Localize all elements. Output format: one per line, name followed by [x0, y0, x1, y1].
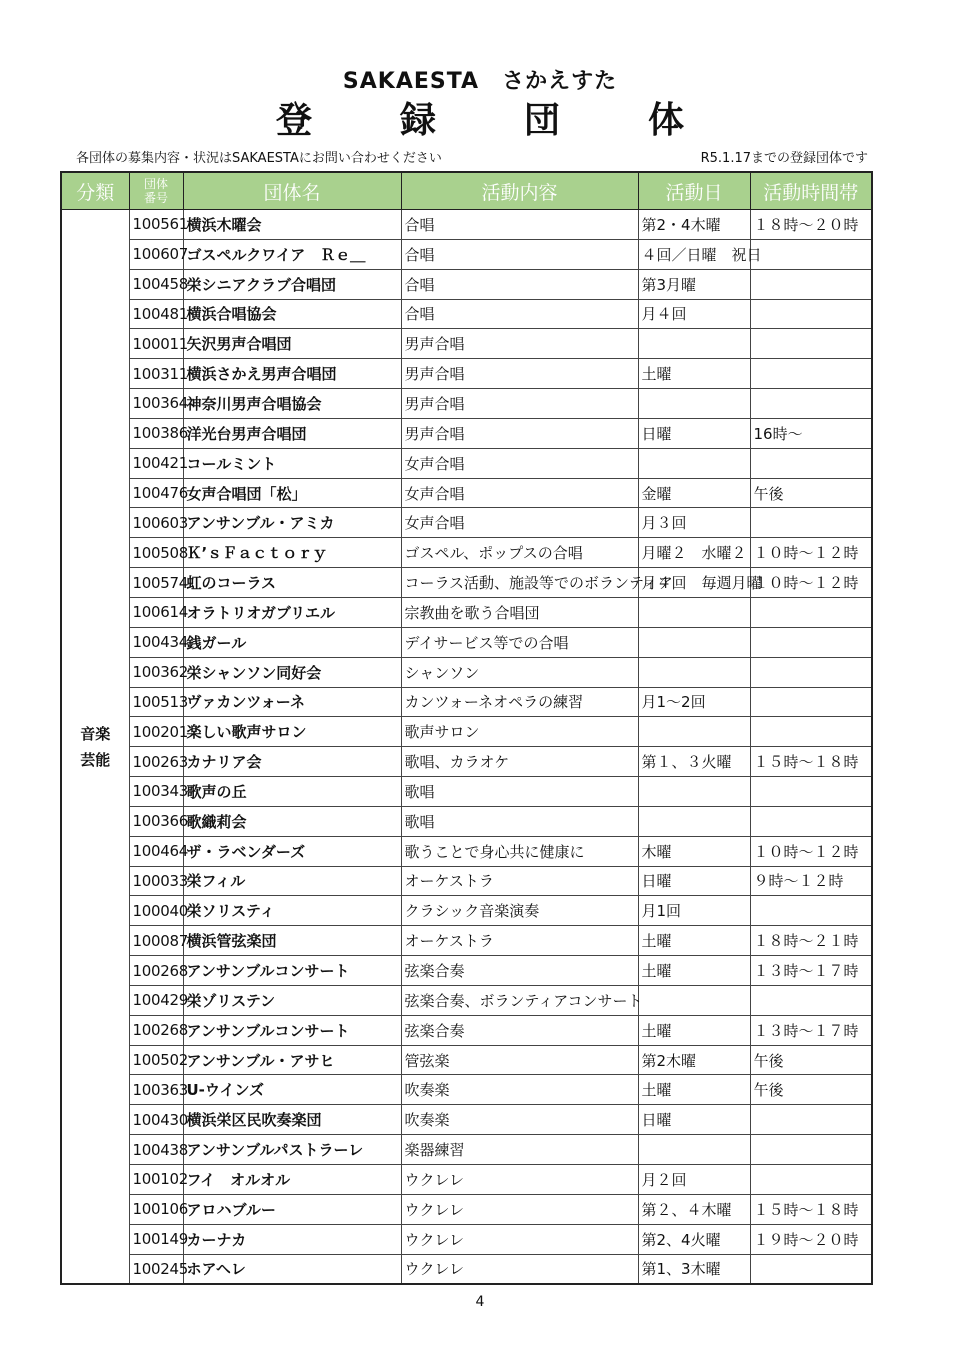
- group-name-cell: 歌織莉会: [183, 806, 401, 836]
- group-number-cell: 100343: [129, 777, 183, 807]
- group-number-cell: 100011: [129, 329, 183, 359]
- group-name-cell: アンサンブルコンサート: [183, 956, 401, 986]
- group-name-cell: 女声合唱団「松」: [183, 478, 401, 508]
- header-activity: 活動内容: [401, 172, 638, 210]
- table-row: [61, 956, 872, 986]
- table-row: [61, 448, 872, 478]
- activity-time-cell: [750, 299, 872, 329]
- activity-time-cell: １３時～１７時: [750, 1015, 872, 1045]
- group-number-cell: 100263: [129, 747, 183, 777]
- table-row: [61, 239, 872, 269]
- activity-time-cell: [750, 1254, 872, 1284]
- group-number-cell: 100513: [129, 687, 183, 717]
- activity-day-cell: [638, 985, 750, 1015]
- table-row: [61, 1135, 872, 1165]
- activity-time-cell: [750, 657, 872, 687]
- group-number-cell: 100087: [129, 926, 183, 956]
- activity-day-cell: [638, 389, 750, 419]
- group-name-cell: 横浜木曜会: [183, 210, 401, 240]
- activity-cell: 弦楽合奏: [401, 956, 638, 986]
- activity-cell: 管弦楽: [401, 1045, 638, 1075]
- group-name-cell: Ｋ’ｓＦａｃｔｏｒｙ: [183, 538, 401, 568]
- activity-time-cell: [750, 448, 872, 478]
- group-number-cell: 100363: [129, 1075, 183, 1105]
- group-number-cell: 100040: [129, 896, 183, 926]
- activity-cell: 合唱: [401, 239, 638, 269]
- table-body: [61, 210, 872, 1285]
- activity-day-cell: 第1、3木曜: [638, 1254, 750, 1284]
- group-number-cell: 100502: [129, 1045, 183, 1075]
- activity-day-cell: ４回／日曜 祝日: [638, 239, 750, 269]
- activity-day-cell: 土曜: [638, 1075, 750, 1105]
- group-name-cell: アンサンブル・アサヒ: [183, 1045, 401, 1075]
- activity-time-cell: １３時～１７時: [750, 956, 872, 986]
- activity-day-cell: 月４回: [638, 299, 750, 329]
- table-row: [61, 866, 872, 896]
- table-row: [61, 508, 872, 538]
- table-row: [61, 359, 872, 389]
- group-number-cell: 100421: [129, 448, 183, 478]
- activity-time-cell: [750, 985, 872, 1015]
- activity-day-cell: 第１、３火曜: [638, 747, 750, 777]
- activity-day-cell: [638, 329, 750, 359]
- activity-time-cell: ９時～１２時: [750, 866, 872, 896]
- table-row: [61, 418, 872, 448]
- activity-day-cell: 日曜: [638, 866, 750, 896]
- group-number-cell: 100245: [129, 1254, 183, 1284]
- group-number-cell: 100464: [129, 836, 183, 866]
- page-heading: 登 録 団 体: [275, 100, 710, 141]
- activity-day-cell: 土曜: [638, 926, 750, 956]
- table-row: [61, 1224, 872, 1254]
- activity-day-cell: 月1回: [638, 896, 750, 926]
- activity-cell: 男声合唱: [401, 418, 638, 448]
- group-name-cell: 銭ガール: [183, 627, 401, 657]
- group-number-cell: 100268: [129, 956, 183, 986]
- group-name-cell: 虹のコーラス: [183, 568, 401, 598]
- activity-time-cell: [750, 1105, 872, 1135]
- activity-time-cell: [750, 777, 872, 807]
- group-name-cell: 矢沢男声合唱団: [183, 329, 401, 359]
- activity-time-cell: [750, 687, 872, 717]
- table-row: [61, 627, 872, 657]
- table-row: [61, 1075, 872, 1105]
- activity-cell: 吹奏楽: [401, 1075, 638, 1105]
- table-row: [61, 717, 872, 747]
- page-number: 4: [475, 1294, 485, 1310]
- activity-cell: ウクレレ: [401, 1224, 638, 1254]
- activity-day-cell: 土曜: [638, 1015, 750, 1045]
- activity-time-cell: [750, 896, 872, 926]
- activity-time-cell: 午後: [750, 1075, 872, 1105]
- activity-time-cell: １０時～１２時: [750, 568, 872, 598]
- table-row: [61, 597, 872, 627]
- group-name-cell: アンサンブルパストラーレ: [183, 1135, 401, 1165]
- group-name-cell: 栄ゾリステン: [183, 985, 401, 1015]
- group-name-cell: 横浜管弦楽団: [183, 926, 401, 956]
- activity-cell: 歌うことで身心共に健康に: [401, 836, 638, 866]
- activity-time-cell: １０時～１２時: [750, 836, 872, 866]
- activity-day-cell: [638, 657, 750, 687]
- table-row: [61, 657, 872, 687]
- activity-cell: 合唱: [401, 210, 638, 240]
- activity-time-cell: １８時～２１時: [750, 926, 872, 956]
- activity-day-cell: 日曜: [638, 418, 750, 448]
- activity-cell: コーラス活動、施設等でのボランティア: [401, 568, 638, 598]
- group-number-cell: 100561: [129, 210, 183, 240]
- activity-time-cell: [750, 389, 872, 419]
- group-number-cell: 100574: [129, 568, 183, 598]
- activity-time-cell: [750, 806, 872, 836]
- table-row: [61, 568, 872, 598]
- activity-cell: 歌唱、カラオケ: [401, 747, 638, 777]
- table-row: [61, 329, 872, 359]
- activity-day-cell: 第3月曜: [638, 269, 750, 299]
- group-number-cell: 100438: [129, 1135, 183, 1165]
- activity-cell: 弦楽合奏、ボランティアコンサート: [401, 985, 638, 1015]
- activity-cell: 歌声サロン: [401, 717, 638, 747]
- group-name-cell: 洋光台男声合唱団: [183, 418, 401, 448]
- table-row: [61, 538, 872, 568]
- group-name-cell: ザ・ラベンダーズ: [183, 836, 401, 866]
- group-number-cell: 100481: [129, 299, 183, 329]
- table-row: [61, 836, 872, 866]
- activity-day-cell: [638, 448, 750, 478]
- activity-cell: 楽器練習: [401, 1135, 638, 1165]
- registered-groups-table: [60, 171, 873, 1285]
- header-day: 活動日: [638, 172, 750, 210]
- activity-day-cell: [638, 1135, 750, 1165]
- header-category: 分類: [61, 172, 129, 210]
- group-number-cell: 100201: [129, 717, 183, 747]
- page-title: SAKAESTA さかえすた: [342, 69, 618, 94]
- activity-time-cell: １９時～２０時: [750, 1224, 872, 1254]
- group-name-cell: 楽しい歌声サロン: [183, 717, 401, 747]
- group-name-cell: 神奈川男声合唱協会: [183, 389, 401, 419]
- activity-time-cell: [750, 329, 872, 359]
- activity-cell: 女声合唱: [401, 448, 638, 478]
- group-number-cell: 100362: [129, 657, 183, 687]
- activity-day-cell: 土曜: [638, 956, 750, 986]
- table-row: [61, 747, 872, 777]
- table-row: [61, 687, 872, 717]
- activity-cell: 弦楽合奏: [401, 1015, 638, 1045]
- activity-time-cell: [750, 627, 872, 657]
- group-number-cell: 100033: [129, 866, 183, 896]
- header-time: 活動時間帯: [750, 172, 872, 210]
- category-cell: 音楽 芸能: [61, 210, 129, 1285]
- activity-cell: 女声合唱: [401, 508, 638, 538]
- table-row: [61, 1015, 872, 1045]
- group-number-cell: 100366: [129, 806, 183, 836]
- activity-cell: ウクレレ: [401, 1194, 638, 1224]
- activity-day-cell: 月４回 毎週月曜: [638, 568, 750, 598]
- group-number-cell: 100614: [129, 597, 183, 627]
- activity-time-cell: 午後: [750, 478, 872, 508]
- group-name-cell: 栄フィル: [183, 866, 401, 896]
- activity-time-cell: 午後: [750, 1045, 872, 1075]
- activity-time-cell: １８時～２０時: [750, 210, 872, 240]
- activity-day-cell: 金曜: [638, 478, 750, 508]
- activity-cell: 歌唱: [401, 806, 638, 836]
- group-name-cell: フイ オルオル: [183, 1165, 401, 1195]
- group-name-cell: 横浜合唱協会: [183, 299, 401, 329]
- group-name-cell: ヴァカンツォーネ: [183, 687, 401, 717]
- activity-day-cell: 月曜２ 水曜２: [638, 538, 750, 568]
- table-row: [61, 1254, 872, 1284]
- activity-time-cell: １５時～１８時: [750, 747, 872, 777]
- group-number-cell: 100149: [129, 1224, 183, 1254]
- table-row: [61, 1165, 872, 1195]
- table-row: [61, 1105, 872, 1135]
- group-number-cell: 100429: [129, 985, 183, 1015]
- activity-day-cell: 月３回: [638, 508, 750, 538]
- activity-time-cell: [750, 239, 872, 269]
- activity-day-cell: 第2・4木曜: [638, 210, 750, 240]
- activity-cell: 吹奏楽: [401, 1105, 638, 1135]
- group-name-cell: アンサンブル・アミカ: [183, 508, 401, 538]
- activity-time-cell: [750, 508, 872, 538]
- group-number-cell: 100311: [129, 359, 183, 389]
- group-name-cell: 栄シャンソン同好会: [183, 657, 401, 687]
- group-name-cell: アロハブルー: [183, 1194, 401, 1224]
- activity-time-cell: [750, 269, 872, 299]
- activity-cell: 合唱: [401, 299, 638, 329]
- group-number-cell: 100430: [129, 1105, 183, 1135]
- group-number-cell: 100386: [129, 418, 183, 448]
- activity-day-cell: 第2、4火曜: [638, 1224, 750, 1254]
- table-row: [61, 1194, 872, 1224]
- group-name-cell: 栄ソリスティ: [183, 896, 401, 926]
- activity-day-cell: [638, 597, 750, 627]
- activity-day-cell: 日曜: [638, 1105, 750, 1135]
- activity-cell: カンツォーネオペラの練習: [401, 687, 638, 717]
- activity-cell: 男声合唱: [401, 389, 638, 419]
- activity-cell: 宗教曲を歌う合唱団: [401, 597, 638, 627]
- table-row: [61, 926, 872, 956]
- group-number-cell: 100508: [129, 538, 183, 568]
- activity-time-cell: [750, 717, 872, 747]
- group-name-cell: オラトリオガブリエル: [183, 597, 401, 627]
- table-row: [61, 985, 872, 1015]
- activity-time-cell: [750, 359, 872, 389]
- activity-time-cell: 16時～: [750, 418, 872, 448]
- activity-cell: シャンソン: [401, 657, 638, 687]
- activity-time-cell: １５時～１８時: [750, 1194, 872, 1224]
- registration-date-note: R5.1.17までの登録団体です: [700, 151, 868, 166]
- table-header-row: [61, 172, 872, 210]
- table-row: [61, 299, 872, 329]
- activity-time-cell: [750, 597, 872, 627]
- group-name-cell: ホアヘレ: [183, 1254, 401, 1284]
- activity-day-cell: [638, 806, 750, 836]
- group-name-cell: U-ウインズ: [183, 1075, 401, 1105]
- activity-time-cell: [750, 1135, 872, 1165]
- activity-time-cell: １０時～１２時: [750, 538, 872, 568]
- group-name-cell: ゴスペルクワイア Ｒｅ＿: [183, 239, 401, 269]
- group-number-cell: 100603: [129, 508, 183, 538]
- group-name-cell: アンサンブルコンサート: [183, 1015, 401, 1045]
- activity-cell: デイサービス等での合唱: [401, 627, 638, 657]
- activity-time-cell: [750, 1165, 872, 1195]
- table-row: [61, 478, 872, 508]
- group-name-cell: カナリア会: [183, 747, 401, 777]
- activity-cell: ウクレレ: [401, 1165, 638, 1195]
- table-row: [61, 1045, 872, 1075]
- activity-day-cell: 第2木曜: [638, 1045, 750, 1075]
- group-number-cell: 100607: [129, 239, 183, 269]
- group-number-cell: 100476: [129, 478, 183, 508]
- table-row: [61, 777, 872, 807]
- inquiry-note: 各団体の募集内容・状況はSAKAESTAにお問い合わせください: [76, 151, 442, 166]
- table-row: [61, 896, 872, 926]
- activity-day-cell: [638, 777, 750, 807]
- activity-cell: オーケストラ: [401, 866, 638, 896]
- group-number-cell: 100364: [129, 389, 183, 419]
- activity-day-cell: [638, 717, 750, 747]
- activity-cell: ウクレレ: [401, 1254, 638, 1284]
- group-name-cell: 栄シニアクラブ合唱団: [183, 269, 401, 299]
- activity-cell: 女声合唱: [401, 478, 638, 508]
- table-row: [61, 210, 872, 240]
- activity-cell: ゴスペル、ポップスの合唱: [401, 538, 638, 568]
- activity-cell: クラシック音楽演奏: [401, 896, 638, 926]
- activity-day-cell: 土曜: [638, 359, 750, 389]
- group-name-cell: カーナカ: [183, 1224, 401, 1254]
- table-row: [61, 806, 872, 836]
- group-number-cell: 100268: [129, 1015, 183, 1045]
- group-name-cell: コールミント: [183, 448, 401, 478]
- activity-cell: 男声合唱: [401, 329, 638, 359]
- activity-day-cell: 木曜: [638, 836, 750, 866]
- activity-day-cell: 第２、４木曜: [638, 1194, 750, 1224]
- activity-cell: 男声合唱: [401, 359, 638, 389]
- header-name: 団体名: [183, 172, 401, 210]
- group-number-cell: 100102: [129, 1165, 183, 1195]
- group-number-cell: 100106: [129, 1194, 183, 1224]
- activity-cell: 合唱: [401, 269, 638, 299]
- activity-day-cell: [638, 627, 750, 657]
- activity-day-cell: 月２回: [638, 1165, 750, 1195]
- table-row: [61, 269, 872, 299]
- header-number: 団体 番号: [129, 172, 183, 210]
- activity-cell: 歌唱: [401, 777, 638, 807]
- table-row: [61, 389, 872, 419]
- group-number-cell: 100434: [129, 627, 183, 657]
- group-name-cell: 歌声の丘: [183, 777, 401, 807]
- activity-cell: オーケストラ: [401, 926, 638, 956]
- group-number-cell: 100458: [129, 269, 183, 299]
- activity-day-cell: 月1～2回: [638, 687, 750, 717]
- group-name-cell: 横浜さかえ男声合唱団: [183, 359, 401, 389]
- group-name-cell: 横浜栄区民吹奏楽団: [183, 1105, 401, 1135]
